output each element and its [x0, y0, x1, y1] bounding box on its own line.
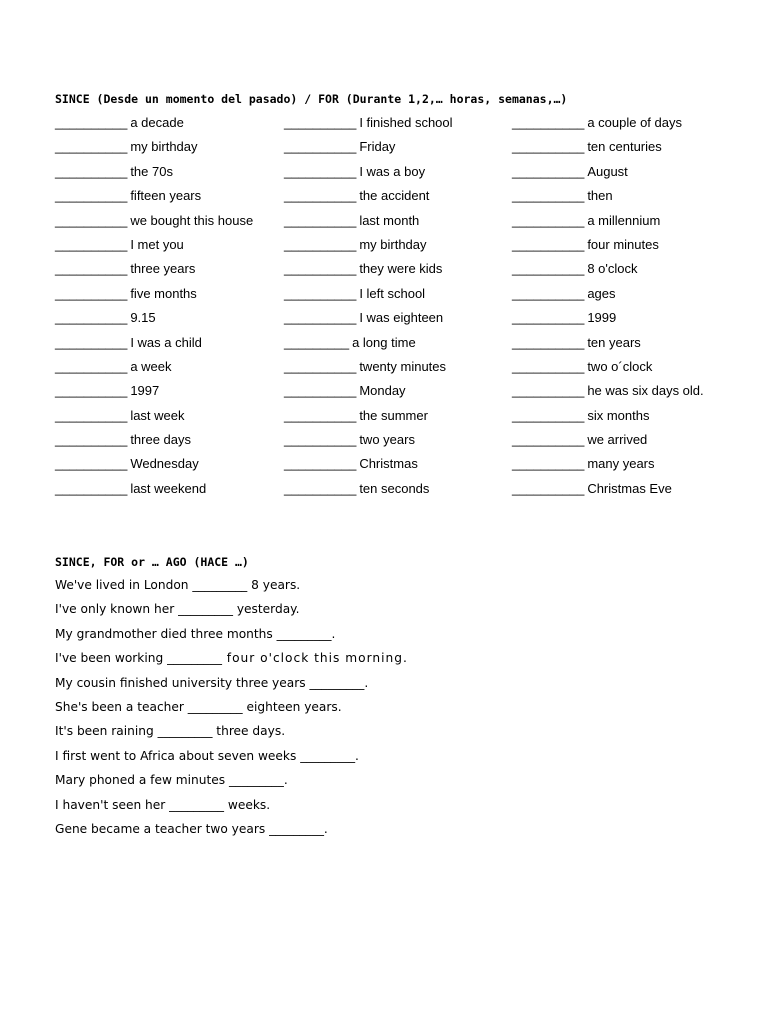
exercise-item-text: ages [587, 285, 616, 301]
exercise-item-text: ten centuries [587, 139, 662, 155]
exercise-item-text: Wednesday [130, 456, 199, 472]
exercise-item-text: Friday [359, 139, 396, 155]
answer-blank[interactable]: __________ [55, 212, 128, 228]
answer-blank[interactable]: __________ [512, 456, 585, 472]
answer-blank[interactable]: __________ [284, 480, 357, 496]
answer-blank[interactable]: __________ [512, 383, 585, 399]
sentence-item [55, 748, 735, 772]
exercise-item [284, 139, 514, 163]
exercise-item-text: a week [130, 358, 172, 374]
exercise-item-text: twenty minutes [359, 358, 447, 374]
exercise-item [284, 456, 514, 480]
exercise-column-3 [512, 115, 742, 505]
answer-blank[interactable]: __________ [55, 383, 128, 399]
sentence-item [55, 601, 735, 625]
exercise-item-text: two o´clock [587, 358, 653, 374]
sentence-answer-blank[interactable]: _________ [192, 578, 248, 592]
answer-blank[interactable]: __________ [284, 236, 357, 252]
exercise-item-text: the accident [359, 188, 430, 204]
sentence-text-before: I've only known her [55, 602, 179, 617]
exercise-item-text: six months [587, 407, 650, 423]
sentence-answer-blank[interactable]: _________ [157, 724, 213, 739]
answer-blank[interactable]: __________ [512, 236, 585, 252]
exercise-item-text: a couple of days [587, 115, 682, 130]
answer-blank[interactable]: __________ [55, 334, 128, 350]
exercise-item [55, 481, 285, 505]
exercise-item-text: they were kids [359, 261, 443, 277]
sentence-text-before: I haven't seen her [55, 797, 170, 812]
exercise-item [512, 188, 742, 212]
exercise-item [284, 383, 514, 407]
sentence-text-after: . [323, 821, 328, 836]
sentence-list [55, 577, 735, 845]
exercise-item-text: the 70s [130, 163, 173, 179]
exercise-item-text: four minutes [587, 236, 659, 252]
sentence-text-after: . [283, 773, 288, 788]
sentence-answer-blank[interactable]: _________ [309, 675, 365, 690]
answer-blank[interactable]: __________ [284, 139, 357, 155]
exercise-item [55, 188, 285, 212]
sentence-answer-blank[interactable]: _________ [300, 748, 356, 763]
answer-blank[interactable]: __________ [512, 115, 585, 130]
exercise-item [55, 383, 285, 407]
exercise-item-text: three years [130, 261, 196, 277]
answer-blank[interactable]: __________ [55, 407, 128, 423]
exercise-item-text: then [587, 188, 613, 204]
sentence-text-before: It's been raining [55, 724, 158, 739]
sentence-answer-blank[interactable]: _________ [269, 821, 324, 836]
sentence-item [55, 577, 735, 601]
exercise-item-text: 1997 [130, 383, 160, 399]
sentence-text-before: She's been a teacher [55, 699, 188, 714]
sentence-text-before: My cousin finished university three years [55, 675, 310, 690]
sentence-text-before: I've been working [55, 651, 168, 666]
answer-blank[interactable]: __________ [284, 163, 357, 179]
sentence-text-before: I first went to Africa about seven weeks [55, 748, 301, 763]
exercise-item-text: last month [359, 212, 420, 228]
sentence-text-before: My grandmother died three months [55, 626, 277, 641]
exercise-item-text: fifteen years [130, 188, 202, 204]
exercise-item [512, 115, 742, 139]
sentence-text-after: four o'clock this morning. [221, 651, 408, 666]
exercise-item-text: I was a child [130, 334, 202, 350]
exercise-item [55, 432, 285, 456]
exercise-item [284, 188, 514, 212]
answer-blank[interactable]: __________ [284, 456, 357, 472]
answer-blank[interactable]: __________ [55, 310, 128, 326]
exercise-item [284, 115, 514, 139]
exercise-item-text: two years [359, 432, 415, 448]
exercise-item-text: many years [587, 456, 655, 472]
sentence-answer-blank[interactable]: _________ [229, 773, 284, 788]
sentence-text-after: . [331, 626, 336, 641]
exercise-item-text: 1999 [587, 310, 617, 326]
sentence-text-before: Gene became a teacher two years [55, 821, 270, 836]
answer-blank[interactable]: __________ [55, 432, 128, 448]
exercise-item [512, 213, 742, 237]
exercise-item [55, 310, 285, 334]
exercise-item-text: ten seconds [359, 480, 430, 496]
exercise-item-text: a decade [130, 115, 184, 130]
exercise-item [284, 481, 514, 505]
exercise-item-text: my birthday [130, 139, 198, 155]
exercise-column-1 [55, 115, 285, 505]
answer-blank[interactable]: __________ [512, 139, 585, 155]
sentence-answer-blank[interactable]: _________ [178, 602, 233, 617]
exercise-item [55, 359, 285, 383]
exercise-item [55, 139, 285, 163]
answer-blank[interactable]: __________ [55, 139, 128, 155]
exercise-item-text: Monday [359, 383, 406, 399]
answer-blank[interactable]: __________ [55, 163, 128, 179]
exercise-item [284, 335, 514, 359]
answer-blank[interactable]: __________ [512, 285, 585, 301]
exercise-item [284, 359, 514, 383]
exercise-item-text: a long time [352, 334, 416, 350]
exercise-item-text: last weekend [130, 480, 207, 496]
exercise-item-text: 8 o'clock [587, 261, 638, 277]
sentence-text-after: three days. [212, 724, 286, 739]
exercise-item-text: I met you [130, 236, 184, 252]
answer-blank[interactable]: __________ [55, 261, 128, 277]
sentence-item [55, 675, 735, 699]
exercise-item [55, 164, 285, 188]
sentence-text-after: weeks. [224, 797, 271, 812]
answer-blank[interactable]: __________ [512, 310, 585, 326]
exercise-item-text: Christmas [359, 456, 418, 472]
answer-blank[interactable]: __________ [512, 358, 585, 374]
answer-blank[interactable]: __________ [512, 163, 585, 179]
answer-blank[interactable]: __________ [512, 432, 585, 448]
answer-blank[interactable]: __________ [55, 285, 128, 301]
exercise-item-text: I was eighteen [359, 310, 444, 326]
sentence-text-after: 8 years. [247, 578, 301, 592]
sentence-answer-blank[interactable]: _________ [167, 651, 222, 666]
exercise-item [512, 432, 742, 456]
answer-blank[interactable]: __________ [512, 188, 585, 204]
exercise-item-text: three days [130, 432, 192, 448]
exercise-item-text: Christmas Eve [587, 480, 672, 496]
answer-blank[interactable]: __________ [284, 383, 357, 399]
answer-blank[interactable]: __________ [512, 261, 585, 277]
sentence-answer-blank[interactable]: _________ [187, 699, 243, 714]
exercise-item-text: a millennium [587, 212, 661, 228]
sentence-text-before: Mary phoned a few minutes [55, 773, 230, 788]
sentence-answer-blank[interactable]: _________ [169, 797, 224, 812]
exercise-item [512, 139, 742, 163]
exercise-item [284, 164, 514, 188]
exercise-item [55, 115, 285, 139]
sentence-item [55, 797, 735, 821]
sentence-item [55, 723, 735, 747]
exercise-item-text: I finished school [359, 115, 453, 130]
answer-blank[interactable]: __________ [284, 285, 357, 301]
exercise-item [512, 456, 742, 480]
answer-blank[interactable]: __________ [284, 188, 357, 204]
exercise-item-text: he was six days old. [587, 383, 704, 399]
sentence-text-after: . [364, 675, 369, 690]
answer-blank[interactable]: __________ [284, 407, 357, 423]
answer-blank[interactable]: __________ [55, 358, 128, 374]
answer-blank[interactable]: __________ [512, 334, 585, 350]
exercise-item [512, 261, 742, 285]
answer-blank[interactable]: __________ [55, 456, 128, 472]
answer-blank[interactable]: __________ [512, 480, 585, 496]
sentence-answer-blank[interactable]: _________ [276, 626, 332, 641]
exercise-item-text: last week [130, 407, 185, 423]
sentence-item [55, 699, 735, 723]
answer-blank[interactable]: __________ [284, 212, 357, 228]
answer-blank[interactable]: __________ [284, 261, 357, 277]
sentence-text-after: yesterday. [232, 602, 300, 617]
answer-blank[interactable]: __________ [55, 115, 128, 130]
answer-blank[interactable]: __________ [55, 480, 128, 496]
exercise-item [55, 456, 285, 480]
exercise-item [512, 164, 742, 188]
answer-blank[interactable]: __________ [512, 407, 585, 423]
exercise-item-text: 9.15 [130, 310, 156, 326]
sentence-text-after: . [355, 748, 359, 763]
exercise-item [512, 383, 742, 407]
exercise-item [284, 310, 514, 334]
sentence-item [55, 772, 735, 796]
sentence-text-before: We've lived in London [55, 578, 193, 592]
exercise-item [284, 213, 514, 237]
answer-blank[interactable]: __________ [284, 115, 357, 130]
exercise-item-text: I left school [359, 285, 426, 301]
exercise-item-text: I was a boy [359, 163, 426, 179]
exercise-item [512, 286, 742, 310]
exercise-item [55, 237, 285, 261]
exercise-item [512, 481, 742, 505]
answer-blank[interactable]: __________ [55, 188, 128, 204]
exercise-item [55, 408, 285, 432]
exercise-item [512, 335, 742, 359]
exercise-item-text: August [587, 163, 628, 179]
answer-blank[interactable]: __________ [284, 432, 357, 448]
answer-blank[interactable]: __________ [512, 212, 585, 228]
sentence-item [55, 650, 735, 674]
exercise-item-text: five months [130, 285, 197, 301]
exercise-item [284, 432, 514, 456]
sentence-item [55, 821, 735, 845]
section2-heading: SINCE, FOR or … AGO (HACE …) [55, 555, 249, 569]
exercise-column-2 [284, 115, 514, 505]
exercise-item [55, 261, 285, 285]
section1-heading: SINCE (Desde un momento del pasado) / FOR (Durante 1,2,… horas, semanas,…) [55, 92, 568, 106]
answer-blank[interactable]: __________ [55, 236, 128, 252]
exercise-item [512, 310, 742, 334]
answer-blank[interactable]: __________ [284, 310, 357, 326]
exercise-item [512, 237, 742, 261]
exercise-item-text: we arrived [587, 432, 648, 448]
exercise-item [512, 359, 742, 383]
exercise-item-text: the summer [359, 407, 428, 423]
answer-blank[interactable]: __________ [284, 358, 357, 374]
exercise-item [55, 335, 285, 359]
sentence-text-after: eighteen years. [242, 699, 342, 714]
exercise-item-text: my birthday [359, 236, 427, 252]
exercise-item [284, 408, 514, 432]
exercise-item [55, 213, 285, 237]
exercise-item [284, 261, 514, 285]
exercise-item [284, 286, 514, 310]
exercise-item-text: ten years [587, 334, 641, 350]
exercise-item [284, 237, 514, 261]
exercise-item [55, 286, 285, 310]
exercise-item-text: we bought this house [130, 212, 254, 228]
exercise-item [512, 408, 742, 432]
answer-blank[interactable]: _________ [284, 334, 350, 350]
sentence-item [55, 626, 735, 650]
